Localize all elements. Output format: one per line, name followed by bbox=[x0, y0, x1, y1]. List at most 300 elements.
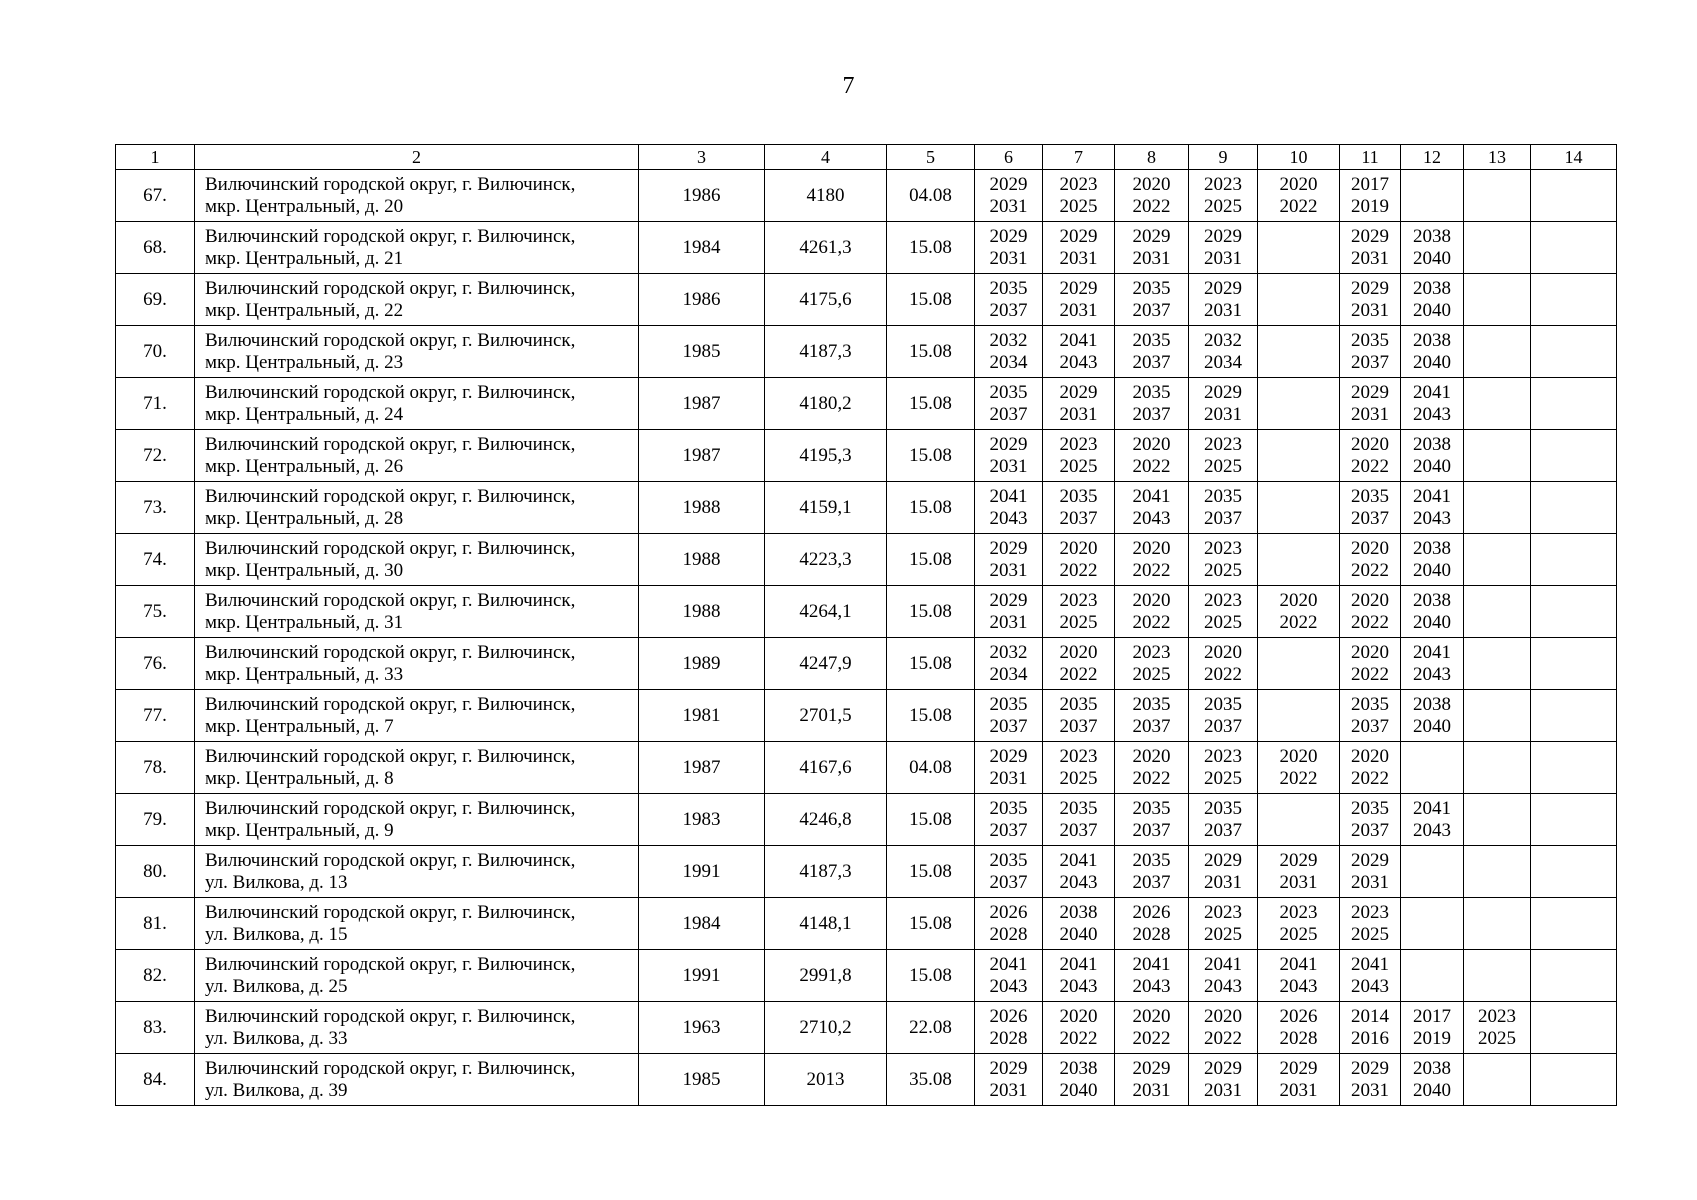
cell-line: 2023 bbox=[1059, 589, 1098, 611]
period-cell bbox=[1340, 274, 1401, 326]
cell-line: 2029 bbox=[989, 537, 1028, 559]
year-cell: 1984 bbox=[639, 898, 765, 950]
area-cell: 2991,8 bbox=[765, 950, 887, 1002]
period-cell bbox=[1258, 534, 1340, 586]
cell-line: 2029 bbox=[1279, 849, 1318, 871]
period-cell bbox=[1043, 326, 1115, 378]
row-number: 71. bbox=[116, 378, 195, 430]
cell-line: 2029 bbox=[1059, 277, 1098, 299]
cell-line: 2031 bbox=[989, 455, 1028, 477]
cell-line: 2025 bbox=[1204, 611, 1242, 633]
cell-line: 2020 bbox=[1132, 589, 1171, 611]
area-cell: 2013 bbox=[765, 1054, 887, 1106]
cell-line: 2020 bbox=[1204, 1005, 1242, 1027]
area-cell: 4167,6 bbox=[765, 742, 887, 794]
cell-line: 2025 bbox=[1351, 923, 1389, 945]
period-cell bbox=[1189, 898, 1258, 950]
cell-line: Вилючинский городской округ, г. Вилючинск, bbox=[205, 641, 576, 663]
cell-line: 2035 bbox=[989, 693, 1028, 715]
period-cell bbox=[975, 534, 1043, 586]
cell-line: 2035 bbox=[989, 849, 1028, 871]
cell-line: 2020 bbox=[1351, 641, 1389, 663]
cell-line: 2034 bbox=[1204, 351, 1242, 373]
address-cell bbox=[195, 482, 639, 534]
period-cell bbox=[1115, 430, 1189, 482]
period-cell bbox=[1115, 326, 1189, 378]
cell-line: мкр. Центральный, д. 31 bbox=[205, 611, 404, 633]
period-cell bbox=[1464, 898, 1531, 950]
cell-line: 2031 bbox=[989, 611, 1028, 633]
cell-line: 2032 bbox=[989, 641, 1028, 663]
period-cell bbox=[1531, 794, 1617, 846]
cell-line: 2025 bbox=[1204, 559, 1242, 581]
cell-line: 2035 bbox=[1059, 485, 1098, 507]
cell-line: 2043 bbox=[1413, 403, 1451, 425]
cell-line: 2043 bbox=[1204, 975, 1242, 997]
cell-line: 2031 bbox=[1059, 247, 1098, 269]
cell-line: 2019 bbox=[1413, 1027, 1451, 1049]
cell-line: 2035 bbox=[1204, 485, 1242, 507]
cell-line: 2020 bbox=[1059, 641, 1098, 663]
year-cell: 1963 bbox=[639, 1002, 765, 1054]
period-cell bbox=[1258, 898, 1340, 950]
period-cell bbox=[1258, 794, 1340, 846]
address-cell bbox=[195, 846, 639, 898]
period-cell bbox=[1189, 378, 1258, 430]
period-cell bbox=[1464, 690, 1531, 742]
period-cell bbox=[1258, 326, 1340, 378]
cell-line: 2028 bbox=[1279, 1027, 1318, 1049]
cell-line: 2040 bbox=[1413, 559, 1451, 581]
cell-line: 2031 bbox=[1279, 1079, 1318, 1101]
cell-line: 2038 bbox=[1413, 225, 1451, 247]
column-header: 8 bbox=[1115, 145, 1189, 170]
period-cell bbox=[1340, 1002, 1401, 1054]
cell-line: 2020 bbox=[1351, 745, 1389, 767]
column-header: 14 bbox=[1531, 145, 1617, 170]
column-header: 5 bbox=[887, 145, 975, 170]
cell-line: 2043 bbox=[989, 975, 1028, 997]
cell-line: Вилючинский городской округ, г. Вилючинск, bbox=[205, 901, 576, 923]
period-cell bbox=[1340, 846, 1401, 898]
table-row bbox=[116, 534, 1617, 586]
row-number: 78. bbox=[116, 742, 195, 794]
cell-line: 2031 bbox=[1351, 871, 1389, 893]
cell-line: 2029 bbox=[1204, 225, 1242, 247]
period-cell bbox=[975, 482, 1043, 534]
address-cell bbox=[195, 950, 639, 1002]
period-cell bbox=[1340, 326, 1401, 378]
cell-line: ул. Вилкова, д. 15 bbox=[205, 923, 348, 945]
column-header: 6 bbox=[975, 145, 1043, 170]
row-number: 77. bbox=[116, 690, 195, 742]
cell-line: 2035 bbox=[1132, 329, 1171, 351]
cell-line: 2035 bbox=[1351, 329, 1389, 351]
cell-line: 2035 bbox=[1059, 797, 1098, 819]
period-cell bbox=[975, 742, 1043, 794]
address-cell bbox=[195, 794, 639, 846]
cell-line: 2029 bbox=[1059, 225, 1098, 247]
cell-line: 2040 bbox=[1413, 299, 1451, 321]
cell-line: 2038 bbox=[1413, 537, 1451, 559]
period-cell bbox=[1340, 690, 1401, 742]
row-number: 84. bbox=[116, 1054, 195, 1106]
code-cell: 15.08 bbox=[887, 378, 975, 430]
cell-line: 2037 bbox=[1132, 871, 1171, 893]
period-cell bbox=[1189, 1002, 1258, 1054]
period-cell bbox=[1401, 326, 1464, 378]
cell-line: 2020 bbox=[1351, 589, 1389, 611]
period-cell bbox=[1043, 586, 1115, 638]
period-cell bbox=[975, 378, 1043, 430]
cell-line: 2037 bbox=[1132, 299, 1171, 321]
cell-line: 2022 bbox=[1351, 455, 1389, 477]
year-cell: 1983 bbox=[639, 794, 765, 846]
cell-line: 2029 bbox=[989, 173, 1028, 195]
year-cell: 1991 bbox=[639, 846, 765, 898]
cell-line: 2022 bbox=[1059, 663, 1098, 685]
cell-line: мкр. Центральный, д. 20 bbox=[205, 195, 404, 217]
cell-line: 2037 bbox=[989, 403, 1028, 425]
year-cell: 1987 bbox=[639, 742, 765, 794]
year-cell: 1981 bbox=[639, 690, 765, 742]
table-row bbox=[116, 222, 1617, 274]
cell-line: 2029 bbox=[989, 433, 1028, 455]
cell-line: 2022 bbox=[1204, 1027, 1242, 1049]
period-cell bbox=[1340, 430, 1401, 482]
period-cell bbox=[1258, 950, 1340, 1002]
cell-line: 2040 bbox=[1413, 455, 1451, 477]
code-cell: 15.08 bbox=[887, 950, 975, 1002]
cell-line: 2038 bbox=[1413, 1057, 1451, 1079]
cell-line: 2041 bbox=[1413, 485, 1451, 507]
period-cell bbox=[1531, 1054, 1617, 1106]
cell-line: 2020 bbox=[1351, 433, 1389, 455]
cell-line: мкр. Центральный, д. 28 bbox=[205, 507, 404, 529]
period-cell bbox=[1401, 690, 1464, 742]
cell-line: мкр. Центральный, д. 21 bbox=[205, 247, 404, 269]
cell-line: 2020 bbox=[1132, 173, 1171, 195]
period-cell bbox=[1464, 846, 1531, 898]
cell-line: 2031 bbox=[1132, 1079, 1171, 1101]
period-cell bbox=[1464, 950, 1531, 1002]
period-cell bbox=[975, 326, 1043, 378]
code-cell: 15.08 bbox=[887, 222, 975, 274]
period-cell bbox=[1043, 430, 1115, 482]
period-cell bbox=[1258, 482, 1340, 534]
year-cell: 1987 bbox=[639, 430, 765, 482]
cell-line: 2022 bbox=[1132, 455, 1171, 477]
cell-line: 2026 bbox=[1132, 901, 1171, 923]
cell-line: 2023 bbox=[1204, 433, 1242, 455]
row-number: 83. bbox=[116, 1002, 195, 1054]
cell-line: 2035 bbox=[1351, 485, 1389, 507]
period-cell bbox=[1043, 1054, 1115, 1106]
cell-line: 2037 bbox=[989, 819, 1028, 841]
period-cell bbox=[1043, 898, 1115, 950]
cell-line: 2037 bbox=[1351, 715, 1389, 737]
period-cell bbox=[1401, 1002, 1464, 1054]
address-cell bbox=[195, 170, 639, 222]
row-number: 67. bbox=[116, 170, 195, 222]
period-cell bbox=[975, 794, 1043, 846]
period-cell bbox=[1258, 690, 1340, 742]
address-cell bbox=[195, 1054, 639, 1106]
cell-line: 2043 bbox=[1059, 871, 1098, 893]
cell-line: Вилючинский городской округ, г. Вилючинск, bbox=[205, 537, 576, 559]
cell-line: 2037 bbox=[989, 715, 1028, 737]
row-number: 72. bbox=[116, 430, 195, 482]
cell-line: 2022 bbox=[1132, 1027, 1171, 1049]
cell-line: 2040 bbox=[1413, 611, 1451, 633]
cell-line: 2022 bbox=[1351, 663, 1389, 685]
period-cell bbox=[1043, 534, 1115, 586]
cell-line: 2031 bbox=[1351, 299, 1389, 321]
code-cell: 22.08 bbox=[887, 1002, 975, 1054]
period-cell bbox=[1115, 898, 1189, 950]
cell-line: 2020 bbox=[1059, 1005, 1098, 1027]
cell-line: 2038 bbox=[1413, 433, 1451, 455]
row-number: 76. bbox=[116, 638, 195, 690]
period-cell bbox=[1340, 638, 1401, 690]
cell-line: 2040 bbox=[1413, 247, 1451, 269]
cell-line: 2031 bbox=[989, 559, 1028, 581]
year-cell: 1985 bbox=[639, 326, 765, 378]
cell-line: 2028 bbox=[989, 923, 1028, 945]
period-cell bbox=[1401, 586, 1464, 638]
cell-line: 2035 bbox=[1059, 693, 1098, 715]
period-cell bbox=[1464, 170, 1531, 222]
period-cell bbox=[1340, 534, 1401, 586]
cell-line: 2022 bbox=[1279, 611, 1318, 633]
cell-line: 2023 bbox=[1132, 641, 1171, 663]
cell-line: 2037 bbox=[989, 299, 1028, 321]
period-cell bbox=[1189, 170, 1258, 222]
cell-line: 2022 bbox=[1132, 767, 1171, 789]
column-header-row bbox=[116, 145, 1617, 170]
cell-line: 2022 bbox=[1132, 559, 1171, 581]
cell-line: 2025 bbox=[1204, 923, 1242, 945]
period-cell bbox=[1464, 742, 1531, 794]
year-cell: 1985 bbox=[639, 1054, 765, 1106]
period-cell bbox=[1464, 1054, 1531, 1106]
code-cell: 15.08 bbox=[887, 326, 975, 378]
cell-line: 2040 bbox=[1413, 1079, 1451, 1101]
row-number: 82. bbox=[116, 950, 195, 1002]
period-cell bbox=[1531, 274, 1617, 326]
table-row bbox=[116, 794, 1617, 846]
cell-line: 2020 bbox=[1132, 745, 1171, 767]
period-cell bbox=[1531, 638, 1617, 690]
row-number: 79. bbox=[116, 794, 195, 846]
period-cell bbox=[975, 690, 1043, 742]
code-cell: 35.08 bbox=[887, 1054, 975, 1106]
period-cell bbox=[1258, 430, 1340, 482]
table-row bbox=[116, 326, 1617, 378]
cell-line: 2034 bbox=[989, 351, 1028, 373]
cell-line: 2022 bbox=[1351, 559, 1389, 581]
period-cell bbox=[1531, 742, 1617, 794]
cell-line: 2020 bbox=[1351, 537, 1389, 559]
cell-line: 2037 bbox=[1132, 403, 1171, 425]
cell-line: 2035 bbox=[989, 381, 1028, 403]
period-cell bbox=[1401, 846, 1464, 898]
cell-line: Вилючинский городской округ, г. Вилючинск, bbox=[205, 953, 576, 975]
row-number: 70. bbox=[116, 326, 195, 378]
cell-line: 2029 bbox=[1279, 1057, 1318, 1079]
cell-line: 2025 bbox=[1132, 663, 1171, 685]
period-cell bbox=[1531, 326, 1617, 378]
cell-line: 2031 bbox=[989, 767, 1028, 789]
cell-line: мкр. Центральный, д. 24 bbox=[205, 403, 404, 425]
cell-line: 2025 bbox=[1059, 195, 1098, 217]
cell-line: 2019 bbox=[1351, 195, 1389, 217]
cell-line: 2038 bbox=[1413, 277, 1451, 299]
cell-line: мкр. Центральный, д. 23 bbox=[205, 351, 404, 373]
period-cell bbox=[975, 846, 1043, 898]
cell-line: 2037 bbox=[1059, 507, 1098, 529]
cell-line: 2022 bbox=[1279, 195, 1318, 217]
cell-line: мкр. Центральный, д. 33 bbox=[205, 663, 404, 685]
cell-line: мкр. Центральный, д. 26 bbox=[205, 455, 404, 477]
year-cell: 1986 bbox=[639, 170, 765, 222]
cell-line: 2035 bbox=[1204, 797, 1242, 819]
cell-line: Вилючинский городской округ, г. Вилючинск, bbox=[205, 797, 576, 819]
cell-line: 2031 bbox=[989, 195, 1028, 217]
cell-line: 2020 bbox=[1059, 537, 1098, 559]
page-number: 7 bbox=[842, 73, 855, 99]
cell-line: 2043 bbox=[1413, 663, 1451, 685]
year-cell: 1988 bbox=[639, 482, 765, 534]
period-cell bbox=[975, 170, 1043, 222]
cell-line: 2043 bbox=[1132, 975, 1171, 997]
period-cell bbox=[1115, 274, 1189, 326]
cell-line: 2025 bbox=[1059, 611, 1098, 633]
area-cell: 4187,3 bbox=[765, 846, 887, 898]
period-cell bbox=[975, 586, 1043, 638]
cell-line: 2031 bbox=[1351, 247, 1389, 269]
period-cell bbox=[1189, 742, 1258, 794]
area-cell: 4261,3 bbox=[765, 222, 887, 274]
cell-line: 2029 bbox=[1351, 277, 1389, 299]
cell-line: 2031 bbox=[1279, 871, 1318, 893]
period-cell bbox=[1258, 638, 1340, 690]
period-cell bbox=[1189, 482, 1258, 534]
address-cell bbox=[195, 378, 639, 430]
period-cell bbox=[1401, 482, 1464, 534]
cell-line: 2029 bbox=[989, 589, 1028, 611]
cell-line: Вилючинский городской округ, г. Вилючинск, bbox=[205, 589, 576, 611]
area-cell: 4159,1 bbox=[765, 482, 887, 534]
cell-line: 2020 bbox=[1279, 173, 1318, 195]
cell-line: 2038 bbox=[1059, 901, 1098, 923]
table-row bbox=[116, 742, 1617, 794]
year-cell: 1987 bbox=[639, 378, 765, 430]
period-cell bbox=[1401, 430, 1464, 482]
period-cell bbox=[1531, 170, 1617, 222]
cell-line: Вилючинский городской округ, г. Вилючинск, bbox=[205, 173, 576, 195]
cell-line: 2025 bbox=[1059, 767, 1098, 789]
cell-line: 2023 bbox=[1204, 745, 1242, 767]
period-cell bbox=[1115, 950, 1189, 1002]
cell-line: 2040 bbox=[1059, 923, 1098, 945]
cell-line: 2028 bbox=[1132, 923, 1171, 945]
cell-line: 2041 bbox=[1279, 953, 1318, 975]
period-cell bbox=[1340, 794, 1401, 846]
table-row bbox=[116, 690, 1617, 742]
cell-line: 2035 bbox=[989, 277, 1028, 299]
cell-line: 2031 bbox=[989, 1079, 1028, 1101]
period-cell bbox=[1464, 534, 1531, 586]
period-cell bbox=[975, 950, 1043, 1002]
cell-line: ул. Вилкова, д. 13 bbox=[205, 871, 348, 893]
area-cell: 4195,3 bbox=[765, 430, 887, 482]
cell-line: 2037 bbox=[989, 871, 1028, 893]
period-cell bbox=[1531, 1002, 1617, 1054]
table-row bbox=[116, 378, 1617, 430]
cell-line: 2040 bbox=[1413, 351, 1451, 373]
period-cell bbox=[1340, 222, 1401, 274]
cell-line: 2023 bbox=[1204, 589, 1242, 611]
column-header: 9 bbox=[1189, 145, 1258, 170]
cell-line: 2041 bbox=[1413, 641, 1451, 663]
cell-line: 2037 bbox=[1132, 351, 1171, 373]
period-cell bbox=[1258, 378, 1340, 430]
cell-line: 2031 bbox=[989, 247, 1028, 269]
period-cell bbox=[1401, 534, 1464, 586]
cell-line: 2029 bbox=[1204, 1057, 1242, 1079]
period-cell bbox=[1401, 638, 1464, 690]
period-cell bbox=[1340, 950, 1401, 1002]
cell-line: 2041 bbox=[1132, 485, 1171, 507]
cell-line: 2029 bbox=[1132, 1057, 1171, 1079]
cell-line: 2041 bbox=[1132, 953, 1171, 975]
cell-line: 2031 bbox=[1204, 1079, 1242, 1101]
period-cell bbox=[1340, 586, 1401, 638]
period-cell bbox=[1464, 274, 1531, 326]
cell-line: 2020 bbox=[1279, 589, 1318, 611]
period-cell bbox=[1115, 482, 1189, 534]
cell-line: 2041 bbox=[1204, 953, 1242, 975]
row-number: 69. bbox=[116, 274, 195, 326]
period-cell bbox=[1189, 950, 1258, 1002]
cell-line: 2023 bbox=[1478, 1005, 1516, 1027]
cell-line: 2016 bbox=[1351, 1027, 1389, 1049]
period-cell bbox=[1258, 846, 1340, 898]
cell-line: 2025 bbox=[1204, 767, 1242, 789]
period-cell bbox=[1401, 742, 1464, 794]
cell-line: 2025 bbox=[1059, 455, 1098, 477]
code-cell: 15.08 bbox=[887, 586, 975, 638]
area-cell: 2710,2 bbox=[765, 1002, 887, 1054]
code-cell: 15.08 bbox=[887, 274, 975, 326]
cell-line: 2022 bbox=[1279, 767, 1318, 789]
period-cell bbox=[1401, 1054, 1464, 1106]
period-cell bbox=[1258, 170, 1340, 222]
cell-line: 2029 bbox=[1204, 277, 1242, 299]
address-cell bbox=[195, 898, 639, 950]
cell-line: Вилючинский городской округ, г. Вилючинск, bbox=[205, 1057, 576, 1079]
cell-line: мкр. Центральный, д. 7 bbox=[205, 715, 394, 737]
cell-line: 2023 bbox=[1351, 901, 1389, 923]
cell-line: 2043 bbox=[1351, 975, 1389, 997]
period-cell bbox=[1258, 222, 1340, 274]
period-cell bbox=[1189, 794, 1258, 846]
cell-line: 2028 bbox=[989, 1027, 1028, 1049]
cell-line: 2026 bbox=[989, 901, 1028, 923]
period-cell bbox=[1464, 794, 1531, 846]
code-cell: 15.08 bbox=[887, 794, 975, 846]
